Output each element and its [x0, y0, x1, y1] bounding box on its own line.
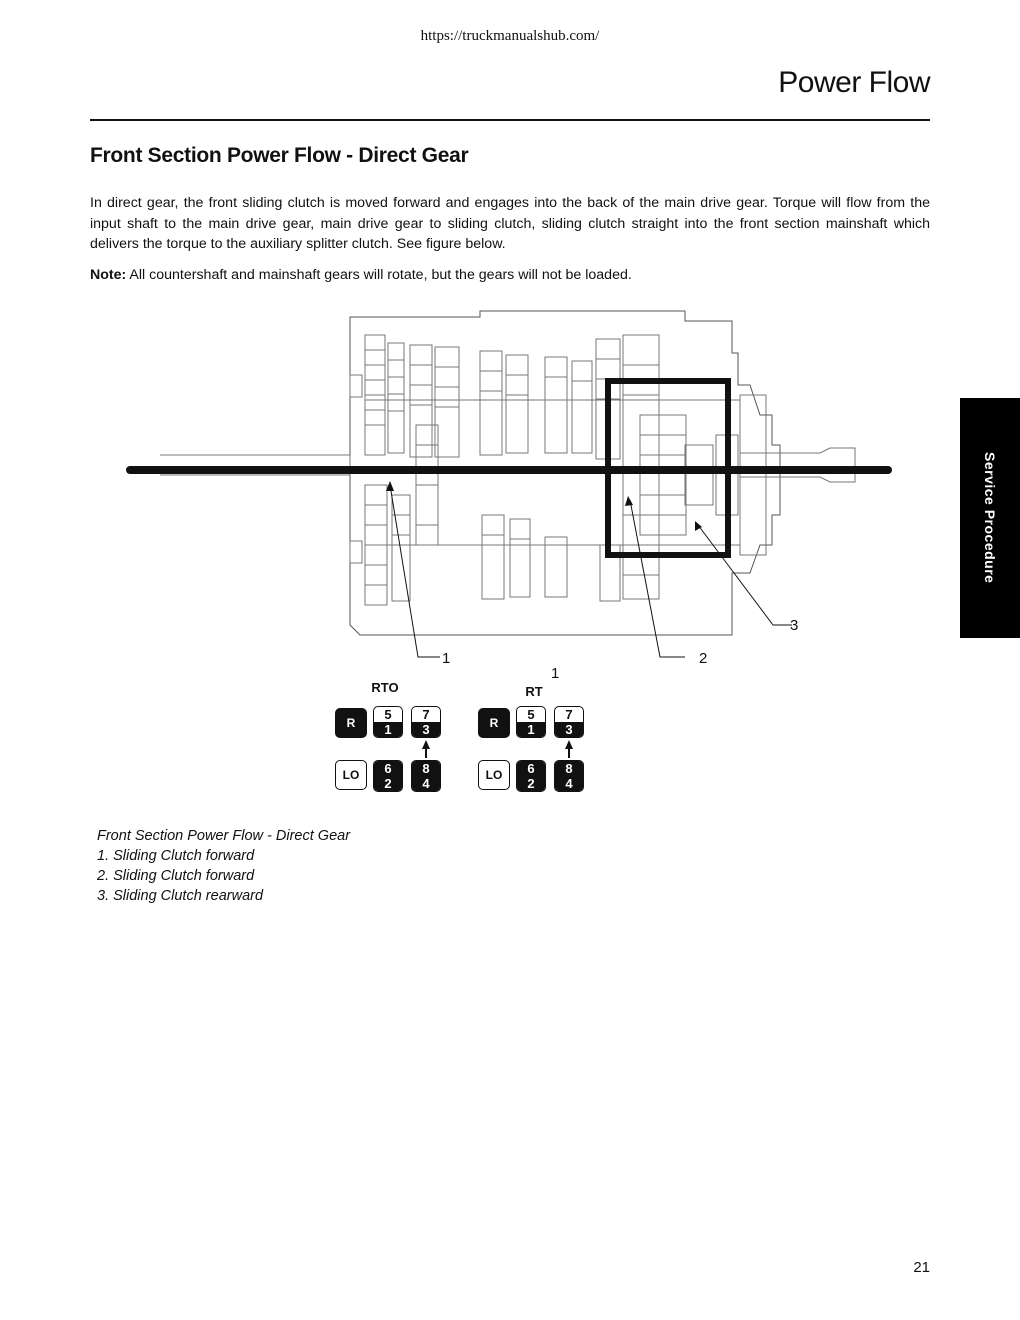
callout-2: 2	[699, 650, 708, 667]
gear-22	[350, 375, 362, 397]
gear-5	[480, 351, 502, 455]
shift-pattern-rt	[478, 678, 590, 793]
leader-arrowheads	[386, 481, 702, 531]
side-tab-label: Service Procedure	[982, 452, 998, 584]
body-paragraph: In direct gear, the front sliding clutch is moved forward and engages into the back of the main drive gear. Torque will flow from the input shaft to the main drive gear, main drive gear to sliding clutch, sliding clutch straight into the front section mainshaft which delivers the torque to the auxiliary splitter clutch. See figure below.	[90, 195, 930, 252]
gear-1	[365, 335, 385, 455]
section-title: Front Section Power Flow - Direct Gear	[90, 144, 469, 167]
caption-title: Front Section Power Flow - Direct Gear	[97, 828, 351, 844]
source-url: https://truckmanualshub.com/	[420, 28, 600, 44]
header-divider	[90, 119, 930, 121]
shift-pattern-rto	[335, 678, 447, 793]
gear-key-6-2: 6 2	[373, 760, 403, 792]
transmission-cutaway-drawing	[120, 305, 920, 665]
gear-2	[388, 343, 404, 453]
reverse-key: R	[478, 708, 510, 738]
shift-pattern-label: RTO	[371, 680, 399, 695]
caption-item: 2. Sliding Clutch forward	[97, 868, 255, 884]
note-label: Note:	[90, 267, 127, 283]
side-tab	[960, 398, 1020, 638]
callout-1: 1	[442, 650, 451, 667]
gear-19	[685, 445, 713, 505]
arrow-stem	[568, 748, 570, 758]
gear-key-7-3: 7 3	[554, 706, 584, 738]
caption-item: 1. Sliding Clutch forward	[97, 848, 255, 864]
gear-8	[572, 361, 592, 453]
gear-14	[482, 515, 504, 599]
page-number: 21	[913, 1259, 930, 1276]
gear-7	[545, 357, 567, 453]
callout-3: 3	[790, 617, 799, 634]
gear-18	[640, 415, 686, 535]
note-paragraph	[90, 265, 930, 285]
note-text: All countershaft and mainshaft gears will rotate, but the gears will not be loaded.	[126, 267, 632, 283]
reverse-key: R	[335, 708, 367, 738]
shift-pattern-label: RT	[525, 684, 543, 699]
gear-3	[410, 345, 432, 457]
callout-1b: 1	[551, 665, 560, 682]
gear-key-8-4: 8 4	[411, 760, 441, 792]
arrow-stem	[425, 748, 427, 758]
gear-key-8-4: 8 4	[554, 760, 584, 792]
transmission-figure	[120, 305, 920, 791]
gear-15	[510, 519, 530, 597]
gear-23	[350, 541, 362, 563]
gear-key-6-2: 6 2	[516, 760, 546, 792]
gear-4	[435, 347, 459, 457]
gear-key-5-1: 5 1	[516, 706, 546, 738]
caption-item: 3. Sliding Clutch rearward	[97, 888, 264, 904]
low-key: LO	[478, 760, 510, 790]
gear-16	[545, 537, 567, 597]
gear-key-5-1: 5 1	[373, 706, 403, 738]
gear-6	[506, 355, 528, 453]
gear-21	[740, 395, 766, 555]
low-key: LO	[335, 760, 367, 790]
gear-key-7-3: 7 3	[411, 706, 441, 738]
page-header: Power Flow	[778, 66, 930, 99]
figure-caption	[97, 826, 350, 906]
